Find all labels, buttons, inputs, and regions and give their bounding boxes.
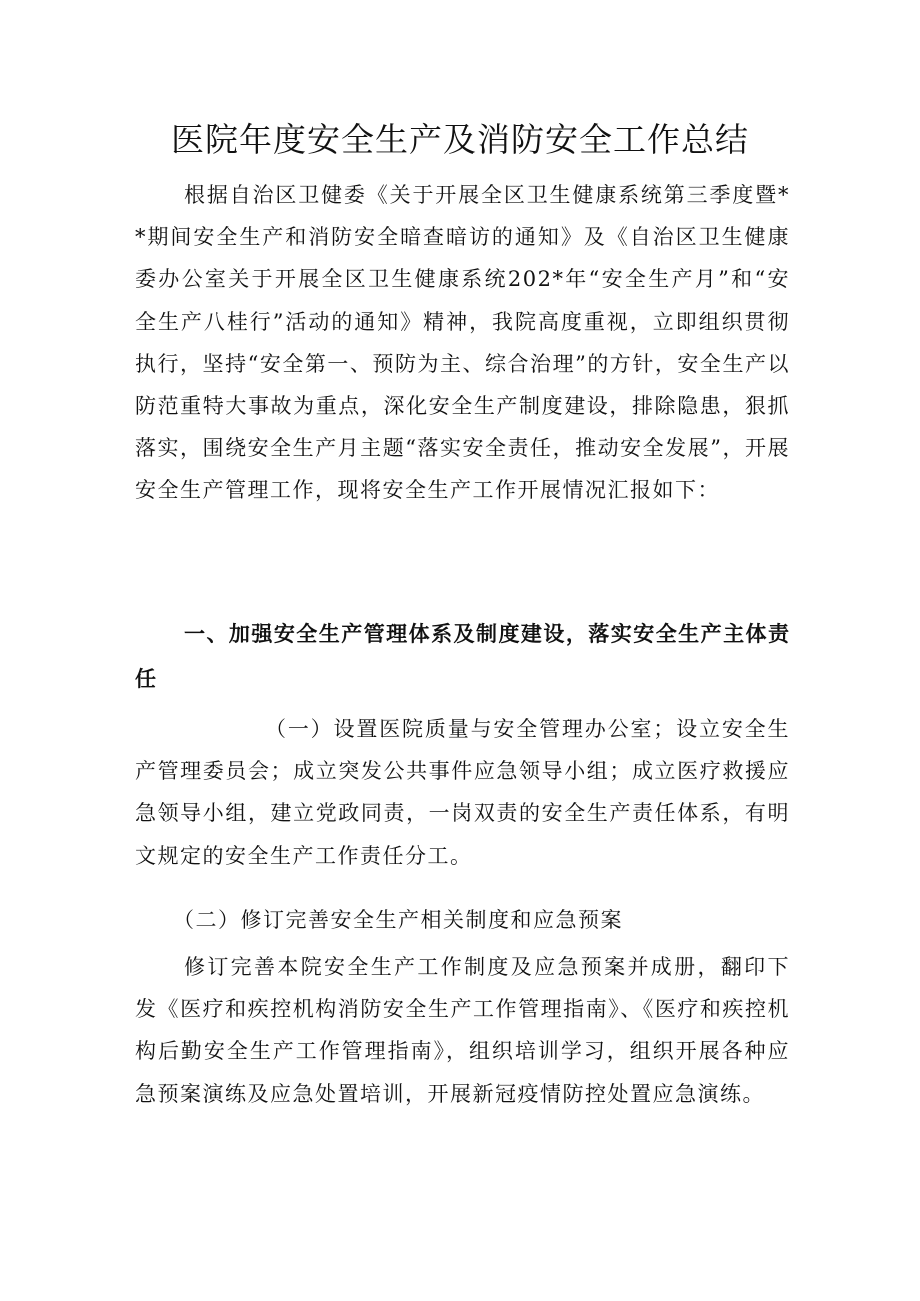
section-heading-1: 一、加强安全生产管理体系及制度建设，落实安全生产主体责任 <box>135 622 790 691</box>
document-title: 医院年度安全生产及消防安全工作总结 <box>171 120 749 159</box>
subsection-1-paragraph: （一）设置医院质量与安全管理办公室；设立安全生产管理委员会；成立突发公共事件应急领导小组；成立医疗救援应急领导小组，建立党政同责，一岗双责的安全生产责任体系，有明文规定的安全生产工作责任分工。 <box>135 717 790 868</box>
intro-paragraph: 根据自治区卫健委《关于开展全区卫生健康系统第三季度暨**期间安全生产和消防安全暗查暗访的通知》及《自治区卫生健康委办公室关于开展全区卫生健康系统202*年“安全生产月”和“安全生产八桂行”活动的通知》精神，我院高度重视，立即组织贯彻执行，坚持“安全第一、预防为主、综合治理”的方针，安全生产以防范重特大事故为重点，深化安全生产制度建设，排除隐患，狠抓落实，围绕安全生产月主题“落实安全责任，推动安全发展”，开展安全生产管理工作，现将安全生产工作开展情况汇报如下： <box>135 183 790 503</box>
subsection-2-paragraph: 修订完善本院安全生产工作制度及应急预案并成册，翻印下发《医疗和疾控机构消防安全生产工作管理指南》、《医疗和疾控机构后勤安全生产工作管理指南》，组织培训学习，组织开展各种应急预案演练及应急处置培训，开展新冠疫情防控处置应急演练。 <box>135 955 790 1106</box>
subsection-2-heading: （二）修订完善安全生产相关制度和应急预案 <box>173 908 623 932</box>
